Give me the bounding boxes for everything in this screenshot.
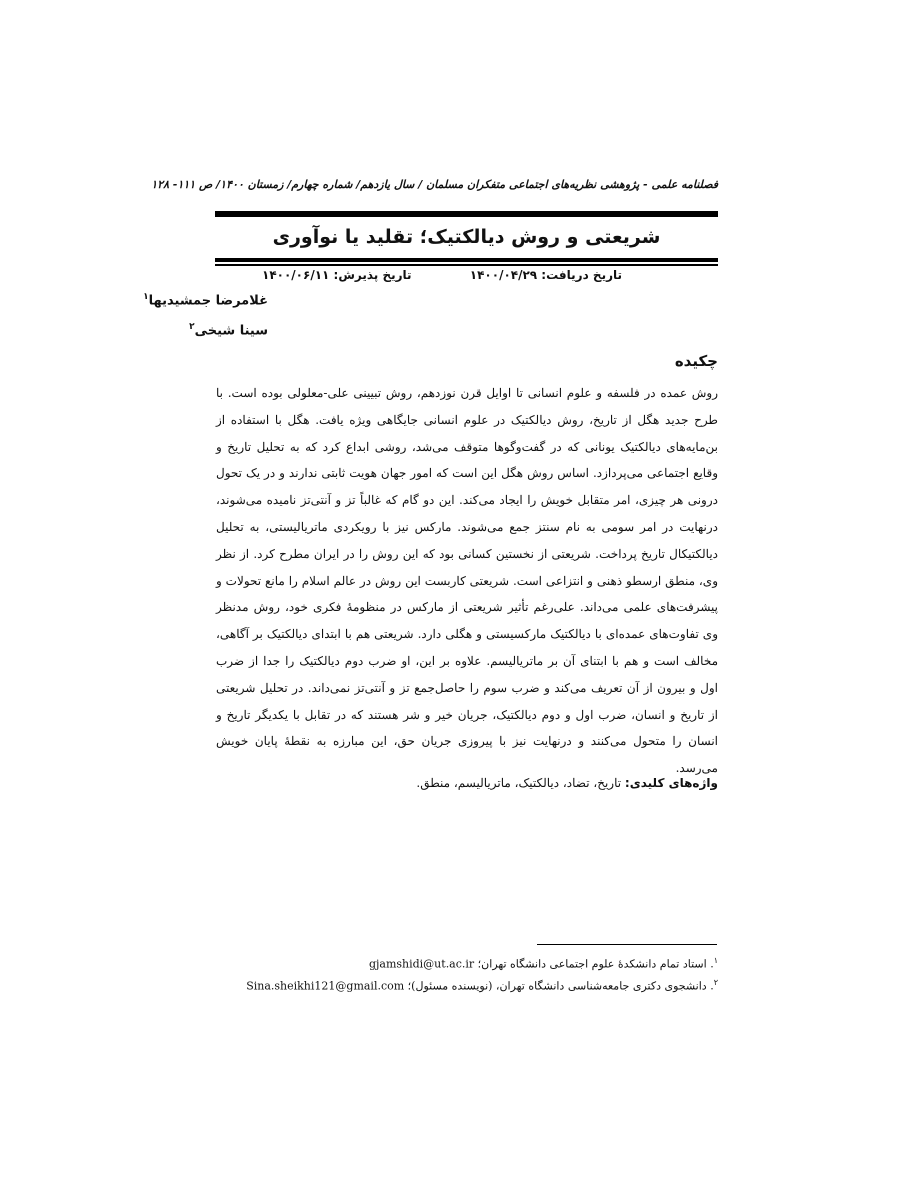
keywords-list: تاریخ، تضاد، دیالکتیک، ماتریالیسم، منطق. bbox=[416, 776, 622, 790]
footnote-text: . دانشجوی دکتری جامعه‌شناسی دانشگاه تهران، (نویسنده مسئول)؛ Sina.sheikhi121@gmail.com bbox=[246, 979, 714, 993]
keywords-label: واژه‌های کلیدی: bbox=[624, 776, 718, 790]
author-1 bbox=[143, 292, 268, 308]
author-name: سینا شیخی bbox=[194, 323, 268, 339]
footnote-1 bbox=[216, 956, 718, 971]
article-dates bbox=[262, 268, 622, 286]
footnote-2 bbox=[216, 978, 718, 993]
footnote-rule bbox=[537, 944, 717, 945]
author-footnote-mark: ۲ bbox=[189, 322, 195, 332]
footnote-text: . استاد تمام دانشکدهٔ علوم اجتماعی دانشگاه تهران؛ gjamshidi@ut.ac.ir bbox=[368, 957, 714, 971]
article-title: شریعتی و روش دیالکتیک؛ تقلید یا نوآوری bbox=[272, 226, 661, 248]
author-name: غلامرضا جمشیدیها bbox=[148, 293, 268, 309]
footnote-mark: ۲ bbox=[713, 978, 718, 987]
title-thick-rule bbox=[215, 258, 718, 262]
title-thin-rule bbox=[215, 264, 718, 266]
footnote-mark: ۱ bbox=[713, 956, 718, 965]
header-thick-rule bbox=[215, 211, 718, 217]
keywords bbox=[216, 776, 718, 790]
journal-header: فصلنامه علمی - پژوهشی نظریه‌های اجتماعی متفکران مسلمان / سال یازدهم/ شماره چهارم/ زمستان ۱۴۰۰/ ص ۱۱۱- ۱۲۸ bbox=[151, 178, 718, 191]
date-accepted: تاریخ پذیرش: ۱۴۰۰/۰۶/۱۱ bbox=[262, 268, 412, 282]
author-footnote-mark: ۱ bbox=[143, 292, 149, 302]
date-received: تاریخ دریافت: ۱۴۰۰/۰۴/۲۹ bbox=[469, 268, 622, 282]
abstract-text: روش عمده در فلسفه و علوم انسانی تا اوایل قرن نوزدهم، روش تبیینی علی-معلولی بوده است. با طرح جدید هگل از تاریخ، روش دیالکتیک در علوم انسانی جایگاهی ویژه یافت. هگل با استفاده از بن‌مایه‌های دیالکتیک یونانی که در گفت‌وگوها متوقف می‌شد، روشی ابداع کرد که به تحلیل تاریخ و وقایع اجتماعی می‌پردازد. اساس روش هگل این است که امور جهان هویت ثابتی ندارند و در یک تحول درونی هر چیزی، امر متقابل خویش را ایجاد می‌کند. این دو گام که غالباً تز و آنتی‌تز نامیده می‌شوند، درنهایت در امر سومی به نام سنتز جمع می‌شوند. مارکس نیز با رویکردی ماتریالیستی، به تحلیل دیالکتیکال تاریخ پرداخت. شریعتی از نخستین کسانی بود که این روش را در ایران مطرح کرد. از نظر وی، منطق ارسطو ذهنی و انتزاعی است. شریعتی کاربست این روش در عالم اسلام را مانع تحولات و پیشرفت‌های علمی می‌داند. علی‌رغم تأثیر شریعتی از مارکس در منظومهٔ فکری خود، روش مدنظر وی تفاوت‌های عمده‌ای با دیالکتیک مارکسیستی و هگلی دارد. شریعتی هم با ابتدای دیالکتیک بر آگاهی، مخالف است و هم با ابتنای آن بر ماتریالیسم. علاوه بر این، او ضرب دوم دیالکتیک را جدا از ضرب اول و بیرون از آن تعریف می‌کند و ضرب سوم را حاصل‌جمع تز و آنتی‌تز نمی‌داند. در تحلیل شریعتی از تاریخ و انسان، ضرب اول و دوم دیالکتیک، جریان خیر و شر هستند که در تقابل با یکدیگر تاریخ و انسان را متحول می‌کنند و درنهایت نیز با پیروزی جریان حق، این مبارزه به نقطهٔ پایان خویش می‌رسد. bbox=[216, 386, 718, 776]
author-2 bbox=[189, 322, 268, 338]
abstract-heading: چکیده bbox=[674, 352, 718, 370]
